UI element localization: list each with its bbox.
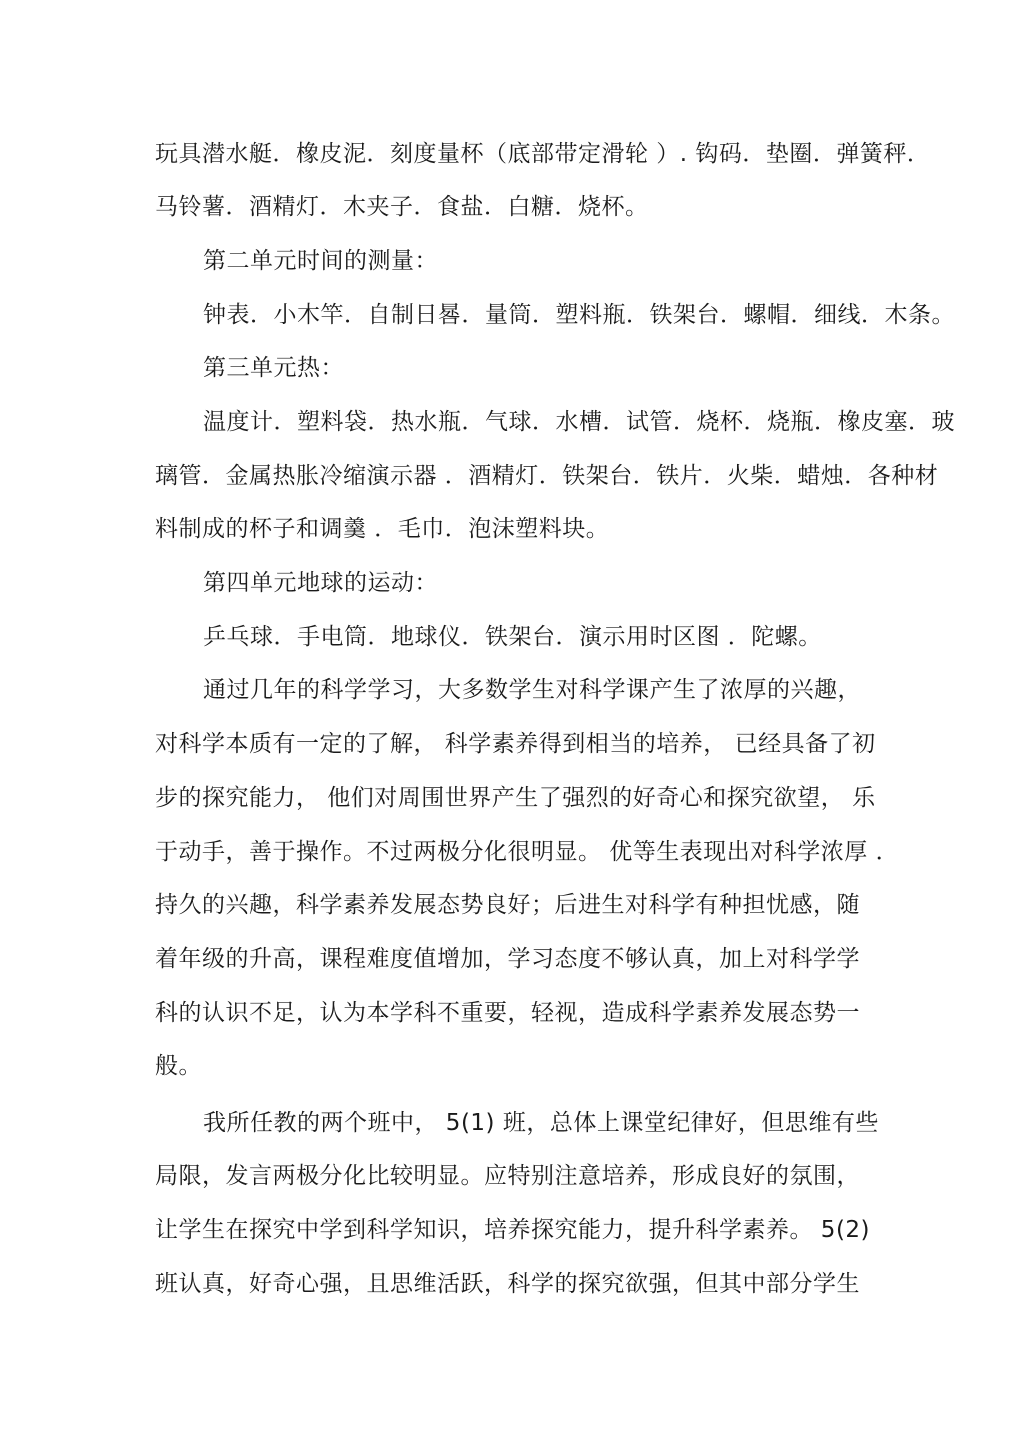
text-line: 步的探究能力， 他们对周围世界产生了强烈的好奇心和探究欲望， 乐	[155, 785, 876, 811]
text-line: 着年级的升高，课程难度值增加，学习态度不够认真，加上对科学学	[155, 946, 860, 972]
section-heading-unit-3: 第三单元热：	[203, 355, 344, 381]
text-line: 于动手，善于操作。不过两极分化很明显。 优等生表现出对科学浓厚 ．	[155, 839, 900, 865]
text-line: 般。	[155, 1053, 202, 1079]
text-line: 班认真，好奇心强，且思维活跃，科学的探究欲强，但其中部分学生	[155, 1271, 860, 1297]
paragraph-start: 通过几年的科学学习，大多数学生对科学课产生了浓厚的兴趣，	[203, 677, 861, 703]
text-line: 对科学本质有一定的了解， 科学素养得到相当的培养， 已经具备了初	[155, 731, 876, 757]
section-heading-unit-2: 第二单元时间的测量：	[203, 248, 438, 274]
text-line: 马铃薯．酒精灯．木夹子．食盐．白糖．烧杯。	[155, 194, 649, 220]
text-line: 璃管．金属热胀冷缩演示器 ．酒精灯．铁架台．铁片．火柴．蜡烛．各种材	[155, 463, 939, 489]
text-line: 温度计．塑料袋．热水瓶．气球．水槽．试管．烧杯．烧瓶．橡皮塞．玻	[203, 409, 955, 435]
paragraph-start: 我所任教的两个班中， 5(1) 班，总体上课堂纪律好，但思维有些	[203, 1110, 879, 1136]
text-line: 料制成的杯子和调羹 ．毛巾．泡沫塑料块。	[155, 516, 610, 542]
text-line: 持久的兴趣，科学素养发展态势良好；后进生对科学有种担忧感，随	[155, 892, 860, 918]
text-line: 让学生在探究中学到科学知识，培养探究能力，提升科学素养。 5(2)	[155, 1217, 871, 1243]
text-line: 玩具潜水艇．橡皮泥．刻度量杯（底部带定滑轮 ）. 钩码．垫圈．弹簧秤．	[155, 141, 931, 167]
text-line: 乒乓球．手电筒．地球仪．铁架台．演示用时区图 ．陀螺。	[203, 624, 822, 650]
text-line: 局限，发言两极分化比较明显。应特别注意培养，形成良好的氛围，	[155, 1163, 860, 1189]
text-line: 科的认识不足，认为本学科不重要，轻视，造成科学素养发展态势一	[155, 1000, 860, 1026]
text-line: 钟表．小木竿．自制日晷．量筒．塑料瓶．铁架台．螺帽．细线．木条。	[203, 302, 955, 328]
section-heading-unit-4: 第四单元地球的运动：	[203, 570, 438, 596]
